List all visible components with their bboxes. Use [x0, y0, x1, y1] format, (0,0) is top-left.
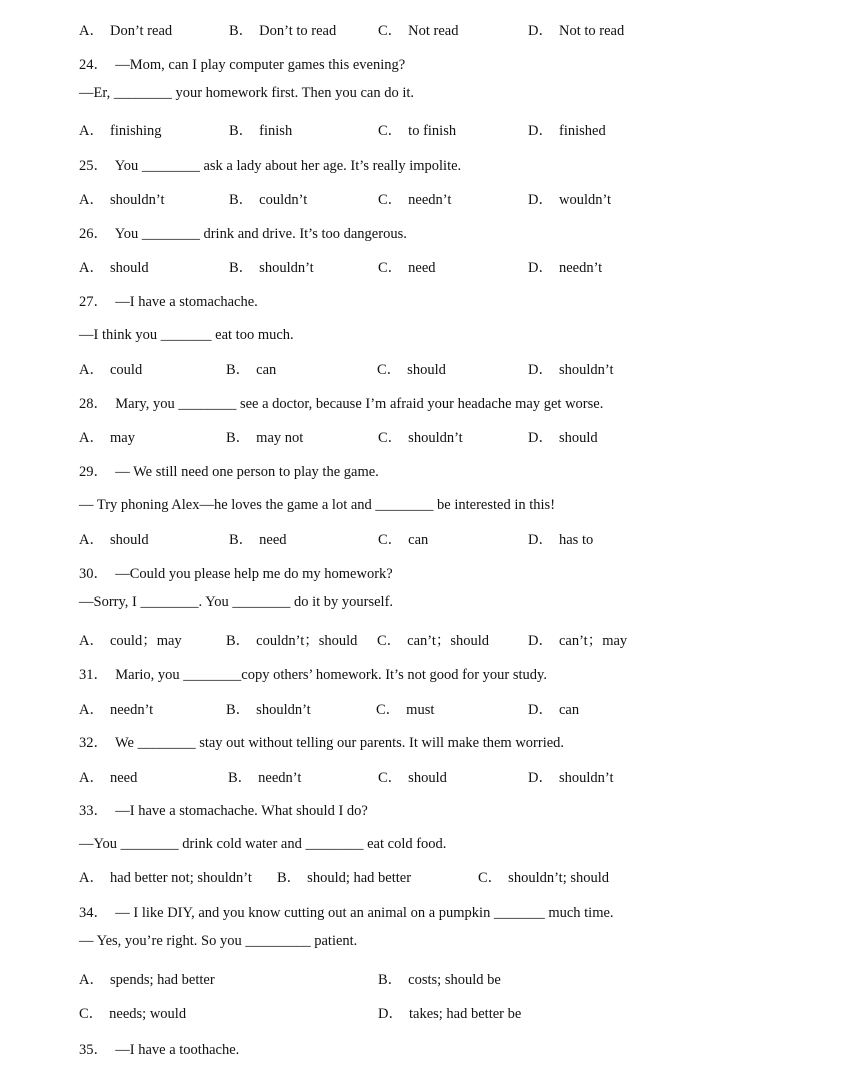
- option-text: had better not; shouldn’t: [109, 870, 252, 886]
- option-text: Don’t to read: [259, 23, 337, 39]
- question-line: —You ________ drink cold water and ________ eat cold food.: [79, 836, 447, 852]
- answer-option[interactable]: [378, 1005, 521, 1023]
- option-label: D．: [378, 1006, 403, 1022]
- option-text: finish: [259, 123, 293, 139]
- option-text: needn’t: [558, 260, 603, 276]
- answer-option[interactable]: [378, 429, 463, 447]
- option-label: B．: [229, 123, 254, 139]
- option-text: shouldn’t; should: [508, 870, 610, 886]
- answer-option[interactable]: [229, 122, 292, 140]
- answer-option[interactable]: [376, 701, 434, 719]
- option-text: shouldn’t: [256, 702, 311, 718]
- option-label: D．: [528, 123, 553, 139]
- question-line: —I think you _______ eat too much.: [79, 327, 294, 343]
- option-text: need: [259, 532, 287, 548]
- question-line: 32． We ________ stay out without telling our parents. It will make them worried.: [79, 735, 565, 751]
- option-text: should: [109, 532, 149, 548]
- answer-option[interactable]: [226, 429, 303, 447]
- answer-option[interactable]: [378, 22, 459, 40]
- option-text: finished: [558, 123, 606, 139]
- option-label: A．: [79, 192, 104, 208]
- answer-option[interactable]: [378, 122, 456, 140]
- answer-option[interactable]: [478, 869, 609, 887]
- option-label: B．: [226, 633, 251, 649]
- question-line: — Yes, you’re right. So you _________ patient.: [79, 933, 358, 949]
- answer-option[interactable]: [378, 191, 451, 209]
- option-label: D．: [528, 430, 553, 446]
- answer-option[interactable]: [528, 191, 611, 209]
- option-text: shouldn’t: [558, 770, 614, 786]
- question-line: 35． —I have a toothache.: [79, 1042, 240, 1058]
- option-text: need: [109, 770, 138, 786]
- option-label: A．: [79, 260, 104, 276]
- option-label: C．: [377, 633, 402, 649]
- option-label: B．: [229, 192, 254, 208]
- answer-option[interactable]: [226, 361, 276, 379]
- answer-option[interactable]: [226, 701, 311, 719]
- option-text: can: [256, 362, 277, 378]
- answer-option[interactable]: [226, 632, 357, 650]
- option-label: A．: [79, 633, 104, 649]
- answer-option[interactable]: [79, 259, 149, 277]
- question-line: 24． —Mom, can I play computer games this evening?: [79, 57, 406, 73]
- option-label: A．: [79, 430, 104, 446]
- question-line: 34． — I like DIY, and you know cutting out an animal on a pumpkin _______ much time.: [79, 905, 614, 921]
- answer-option[interactable]: [378, 971, 501, 989]
- answer-option[interactable]: [378, 769, 447, 787]
- option-label: B．: [229, 260, 254, 276]
- option-label: D．: [528, 633, 553, 649]
- option-text: should: [408, 770, 447, 786]
- option-text: needn’t: [109, 702, 154, 718]
- answer-option[interactable]: [229, 531, 287, 549]
- question-line: 30． —Could you please help me do my homework?: [79, 566, 393, 582]
- option-text: shouldn’t: [259, 260, 314, 276]
- option-text: can’t；should: [407, 633, 490, 649]
- option-label: B．: [229, 532, 254, 548]
- answer-option[interactable]: [79, 122, 162, 140]
- option-text: takes; had better be: [408, 1006, 522, 1022]
- option-text: should: [109, 260, 149, 276]
- option-label: C．: [478, 870, 503, 886]
- option-text: couldn’t: [259, 192, 308, 208]
- answer-option[interactable]: [229, 191, 307, 209]
- answer-option[interactable]: [528, 122, 606, 140]
- option-label: C．: [378, 260, 403, 276]
- option-text: spends; had better: [109, 972, 215, 988]
- question-line: 33． —I have a stomachache. What should I do?: [79, 803, 368, 819]
- answer-option[interactable]: [79, 22, 172, 40]
- answer-option[interactable]: [528, 429, 598, 447]
- answer-option[interactable]: [528, 361, 614, 379]
- answer-option[interactable]: [377, 632, 489, 650]
- option-text: may: [109, 430, 135, 446]
- answer-option[interactable]: [229, 259, 314, 277]
- option-label: C．: [378, 123, 403, 139]
- answer-option[interactable]: [528, 632, 627, 650]
- question-line: — Try phoning Alex—he loves the game a lot and ________ be interested in this!: [79, 497, 556, 513]
- option-label: A．: [79, 362, 104, 378]
- option-text: costs; should be: [408, 972, 501, 988]
- option-label: A．: [79, 870, 104, 886]
- question-line: —Er, ________ your homework first. Then you can do it.: [79, 85, 415, 101]
- question-line: 28． Mary, you ________ see a doctor, because I’m afraid your headache may get worse.: [79, 396, 604, 412]
- answer-option[interactable]: [79, 769, 137, 787]
- option-label: B．: [226, 702, 251, 718]
- option-label: C．: [378, 192, 403, 208]
- option-label: A．: [79, 770, 104, 786]
- option-text: should: [407, 362, 446, 378]
- option-text: needs; would: [109, 1006, 187, 1022]
- option-text: Not read: [408, 23, 459, 39]
- option-label: C．: [378, 532, 403, 548]
- answer-option[interactable]: [79, 701, 153, 719]
- option-text: could；may: [109, 633, 182, 649]
- answer-option[interactable]: [377, 361, 446, 379]
- option-label: B．: [229, 23, 254, 39]
- option-label: B．: [378, 972, 403, 988]
- option-text: may not: [256, 430, 304, 446]
- answer-option[interactable]: [229, 22, 336, 40]
- option-text: needn’t: [258, 770, 302, 786]
- option-label: B．: [228, 770, 253, 786]
- answer-option[interactable]: [79, 429, 135, 447]
- option-text: should: [558, 430, 598, 446]
- answer-option[interactable]: [277, 869, 411, 887]
- option-label: D．: [528, 362, 553, 378]
- answer-option[interactable]: [528, 259, 602, 277]
- option-label: D．: [528, 770, 553, 786]
- answer-option[interactable]: [528, 769, 614, 787]
- option-label: D．: [528, 260, 553, 276]
- option-text: can: [408, 532, 429, 548]
- answer-option[interactable]: [528, 22, 624, 40]
- question-line: 31． Mario, you ________copy others’ homework. It’s not good for your study.: [79, 667, 547, 683]
- question-line: 26． You ________ drink and drive. It’s too dangerous.: [79, 226, 407, 242]
- answer-option[interactable]: [79, 361, 142, 379]
- option-label: C．: [79, 1006, 104, 1022]
- option-text: shouldn’t: [408, 430, 463, 446]
- question-line: 29． — We still need one person to play the game.: [79, 464, 379, 480]
- option-label: D．: [528, 23, 553, 39]
- option-text: should; had better: [307, 870, 412, 886]
- answer-option[interactable]: [79, 1005, 186, 1023]
- option-text: wouldn’t: [558, 192, 612, 208]
- answer-option[interactable]: [378, 531, 428, 549]
- question-line: 27． —I have a stomachache.: [79, 294, 258, 310]
- answer-option[interactable]: [79, 869, 252, 887]
- option-text: can: [558, 702, 580, 718]
- answer-option[interactable]: [528, 701, 579, 719]
- option-text: can’t；may: [558, 633, 628, 649]
- option-label: D．: [528, 192, 553, 208]
- option-label: D．: [528, 702, 553, 718]
- option-text: to finish: [408, 123, 457, 139]
- option-label: A．: [79, 532, 104, 548]
- option-label: A．: [79, 702, 104, 718]
- answer-option[interactable]: [528, 531, 593, 549]
- option-text: shouldn’t: [558, 362, 614, 378]
- option-label: B．: [226, 362, 251, 378]
- option-text: must: [406, 702, 435, 718]
- option-label: D．: [528, 532, 553, 548]
- question-line: 25． You ________ ask a lady about her age. It’s really impolite.: [79, 158, 462, 174]
- option-label: C．: [376, 702, 401, 718]
- option-label: C．: [378, 770, 403, 786]
- answer-option[interactable]: [79, 971, 215, 989]
- option-label: C．: [377, 362, 402, 378]
- answer-option[interactable]: [79, 191, 165, 209]
- option-text: shouldn’t: [109, 192, 165, 208]
- option-label: A．: [79, 23, 104, 39]
- option-label: A．: [79, 972, 104, 988]
- answer-option[interactable]: [228, 769, 301, 787]
- option-text: couldn’t；should: [256, 633, 358, 649]
- option-text: has to: [558, 532, 594, 548]
- question-line: —Sorry, I ________. You ________ do it by yourself.: [79, 594, 394, 610]
- option-text: finishing: [109, 123, 162, 139]
- answer-option[interactable]: [378, 259, 436, 277]
- option-text: could: [109, 362, 143, 378]
- answer-option[interactable]: [79, 531, 149, 549]
- option-label: B．: [277, 870, 302, 886]
- option-text: Don’t read: [109, 23, 173, 39]
- option-label: B．: [226, 430, 251, 446]
- option-label: C．: [378, 23, 403, 39]
- option-text: need: [408, 260, 436, 276]
- option-text: needn’t: [408, 192, 452, 208]
- option-label: A．: [79, 123, 104, 139]
- option-text: Not to read: [558, 23, 625, 39]
- option-label: C．: [378, 430, 403, 446]
- answer-option[interactable]: [79, 632, 182, 650]
